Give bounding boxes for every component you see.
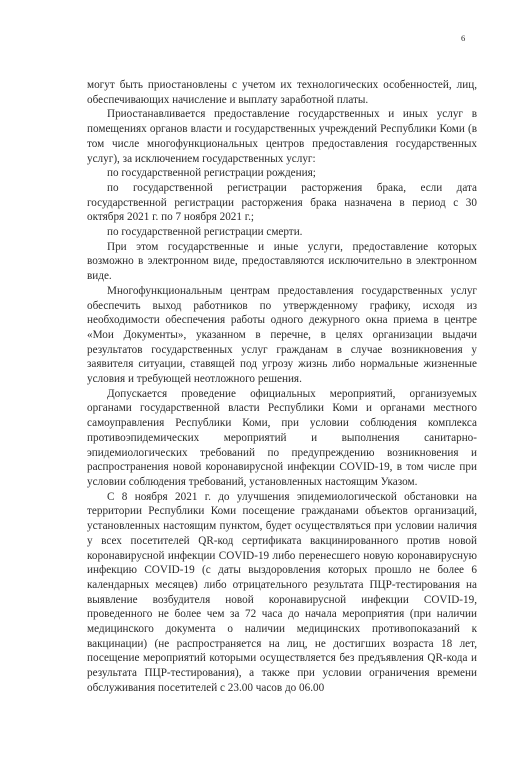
paragraph-suspension-of-services: Приостанавливается предоставление государственных и иных услуг в помещениях органов власти и государственных учреждений Республики Коми (в том числе многофункциональных центров предоставления государственных услуг), за исключением государственных услуг: [87, 108, 477, 165]
paragraph-exception-death-registration: по государственной регистрации смерти. [107, 226, 303, 239]
paragraph-qr-code-requirements: С 8 ноября 2021 г. до улучшения эпидемиологической обстановки на территории Республики Коми посещение гражданами объектов организаций, установленных настоящим пунктом, будет осуществляться при условии наличия у всех посетителей QR-код сертификата вакцинированного против новой коронавирусной инфекции COVID-19 либо перенесшего новую коронавирусную инфекцию COVID-19 (с даты выздоровления которых прошло не более 6 календарных месяцев) либо отрицательного результата ПЦР-тестирования на выявление возбудителя новой коронавирусной инфекции COVID-19, проведенного не более чем за 72 часа до начала мероприятия (при наличии медицинского документа о наличии медицинских противопоказаний к вакцинации) (не распространяется на лиц, не достигших возраста 18 лет, посещение мероприятий которыми осуществляется без предъявления QR-кода и результата ПЦР-тестирования), а также при условии ограничения времени обслуживания посетителей с 23.00 часов до 06.00 [87, 490, 477, 694]
paragraph-electronic-services: При этом государственные и иные услуги, предоставление которых возможно в электронном виде, предоставляются исключительно в электронном виде. [87, 240, 477, 283]
body-text [87, 78, 477, 696]
page-number: 6 [461, 33, 466, 43]
paragraph-continuation: могут быть приостановлены с учетом их технологических особенностей, лиц, обеспечивающих начисление и выплату заработной платы. [87, 79, 477, 106]
paragraph-official-events: Допускается проведение официальных мероприятий, организуемых органами государственной власти Республики Коми и органами местного самоуправления Республики Коми, при условии соблюдения комплекса противоэпидемических мероприятий и выполнения санитарно-эпидемиологических требований по предупреждению возникновения и распространения новой коронавирусной инфекции COVID-19, в том числе при условии соблюдения требований, установленных настоящим Указом. [87, 387, 477, 488]
paragraph-exception-divorce-registration: по государственной регистрации расторжения брака, если дата государственной регистрации расторжения брака назначена в период с 30 октября 2021 г. по 7 ноября 2021 г.; [87, 181, 477, 224]
paragraph-exception-birth-registration: по государственной регистрации рождения; [107, 167, 316, 180]
paragraph-mfc-staffing: Многофункциональным центрам предоставления государственных услуг обеспечить выход работников по утвержденному графику, исходя из необходимости обеспечения работы одного дежурного окна приема в центре «Мои Документы», указанном в перечне, в целях организации выдачи результатов государственных услуг гражданам в случае возникновения у заявителя ситуации, ставящей под угрозу жизнь либо нормальные жизненные условия и требующей неотложного решения. [87, 284, 477, 386]
